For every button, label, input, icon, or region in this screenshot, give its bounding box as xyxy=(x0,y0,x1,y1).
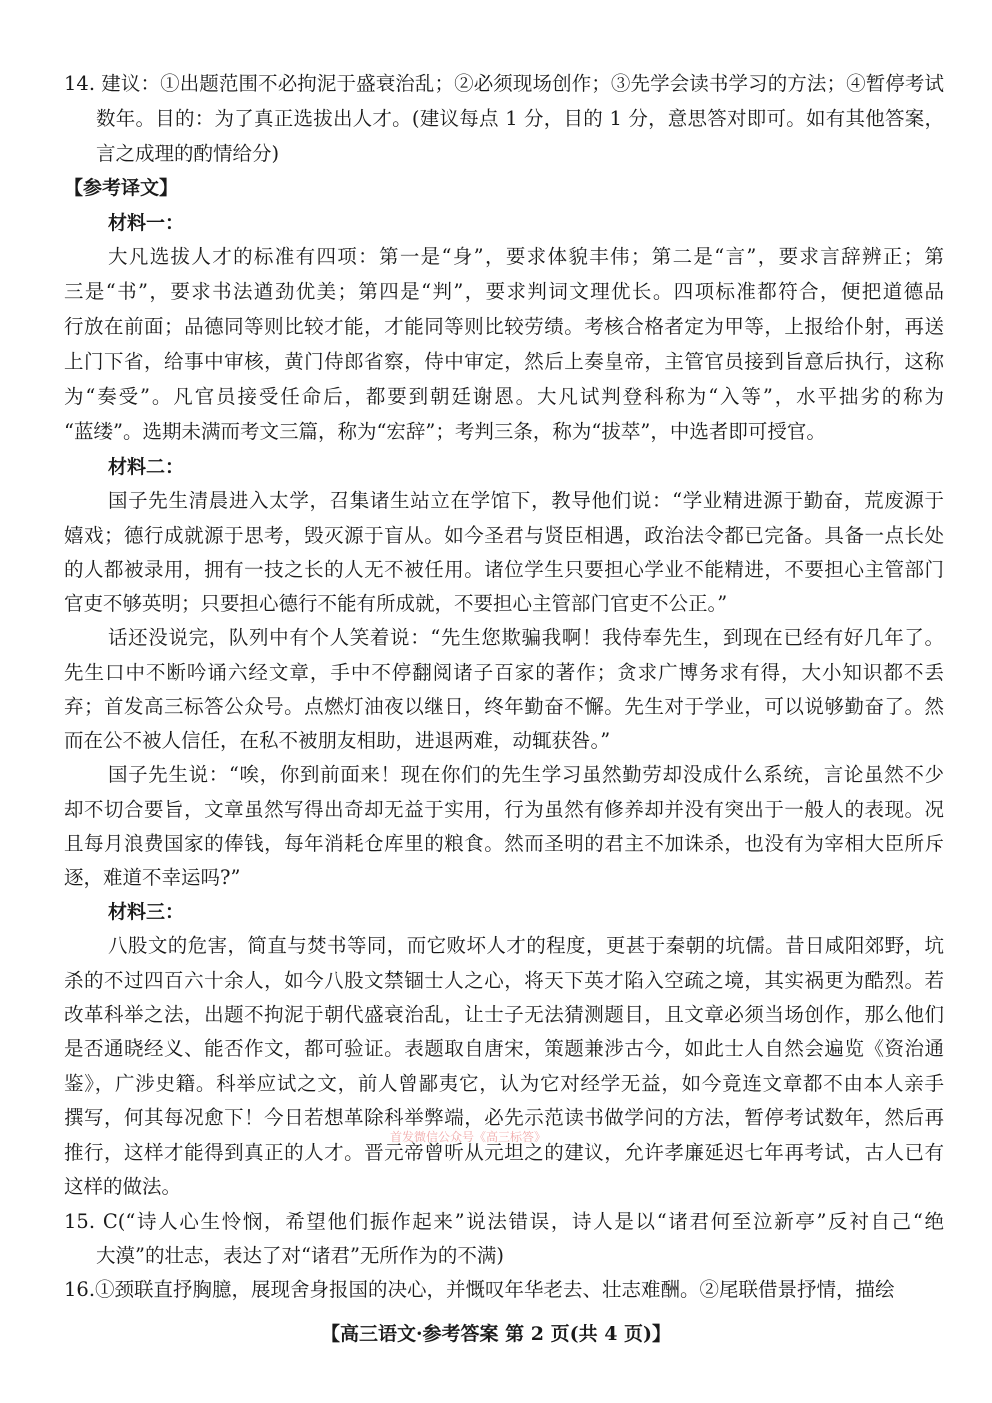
q15-line: 大漠”的壮志，表达了对“诸君”无所作为的不满) xyxy=(96,1244,505,1267)
material-1-line: 三是“书”，要求书法遒劲优美；第四是“判”，要求判词文理优长。四项标准都符合，便把道德品 xyxy=(64,280,944,303)
q16-line: 16.①颈联直抒胸臆，展现舍身报国的决心，并慨叹年华老去、壮志难酬。②尾联借景抒情，描绘 xyxy=(64,1278,895,1301)
material-1-line: 上门下省，给事中审核，黄门侍郎省察，侍中审定，然后上奏皇帝，主管官员接到旨意后执行，这称 xyxy=(64,350,944,373)
page-footer: 【高三语文·参考答案 第 2 页(共 4 页)】 xyxy=(320,1323,672,1345)
q14-line: 言之成理的酌情给分) xyxy=(96,142,280,165)
material-2-line: 官吏不够英明；只要担心德行不能有所成就，不要担心主管部门官吏不公正。” xyxy=(64,592,728,615)
material-2-line: 嬉戏；德行成就源于思考，毁灭源于盲从。如今圣君与贤臣相遇，政治法令都已完备。具备一点长处 xyxy=(64,524,944,547)
material-3-line: 杀的不过四百六十余人，如今八股文禁锢士人之心，将天下英才陷入空疏之境，其实祸更为酷烈。若 xyxy=(64,969,944,992)
q14-line: 14. 建议：①出题范围不必拘泥于盛衰治乱；②必须现场创作；③先学会读书学习的方法；④暂停考试 xyxy=(64,72,944,95)
material-3-line: 撰写，何其每况愈下！今日若想革除科举弊端，必先示范读书做学问的方法，暂停考试数年，然后再 xyxy=(64,1106,944,1129)
q15-line: 15. C(“诗人心生怜悯，希望他们振作起来”说法错误，诗人是以“诸君何至泣新亭”反衬自己“绝 xyxy=(64,1210,944,1233)
material-1-line: 大凡选拔人才的标准有四项：第一是“身”，要求体貌丰伟；第二是“言”，要求言辞辨正；第 xyxy=(108,245,944,268)
material-3-line: 鉴》，广涉史籍。科举应试之文，前人曾鄙夷它，认为它对经学无益，如今竟连文章都不由本人亲手 xyxy=(64,1072,944,1095)
material-2-line: 弃；首发高三标答公众号。点燃灯油夜以继日，终年勤奋不懈。先生对于学业，可以说够勤奋了。然 xyxy=(64,695,944,718)
material-3-line: 推行，这样才能得到真正的人才。晋元帝曾听从元坦之的建议，允许孝廉延迟七年再考试，古人已有 xyxy=(64,1141,944,1164)
material-2-line: 先生口中不断吟诵六经文章，手中不停翻阅诸子百家的著作；贪求广博务求有得，大小知识都不丢 xyxy=(64,661,944,684)
material-3-line: 改革科举之法，出题不拘泥于朝代盛衰治乱，让士子无法猜测题目，且文章必须当场创作，那么他们 xyxy=(64,1003,944,1026)
material-1-line: 行放在前面；品德同等则比较才能，才能同等则比较劳绩。考核合格者定为甲等，上报给仆射，再送 xyxy=(64,315,944,338)
q14-line: 数年。目的：为了真正选拔出人才。(建议每点 1 分，目的 1 分，意思答对即可。如有其他答案， xyxy=(96,107,944,130)
material-2-line: 话还没说完，队列中有个人笑着说：“先生您欺骗我啊！我侍奉先生，到现在已经有好几年了。 xyxy=(108,626,944,649)
material-3-title: 材料三： xyxy=(108,901,185,923)
material-1-line: “蓝缕”。选期未满而考文三篇，称为“宏辞”；考判三条，称为“拔萃”，中选者即可授官。 xyxy=(64,420,826,443)
material-3-line: 这样的做法。 xyxy=(64,1175,182,1198)
material-2-line: 国子先生说：“唉，你到前面来！现在你们的先生学习虽然勤劳却没成什么系统，言论虽然不少 xyxy=(108,763,944,786)
material-3-line: 是否通晓经义、能否作文，都可验证。表题取自唐宋，策题兼涉古今，如此士人自然会遍览《资治通 xyxy=(64,1037,944,1060)
material-2-line: 且每月浪费国家的俸钱，每年消耗仓库里的粮食。然而圣明的君主不加诛杀，也没有为宰相大臣所斥 xyxy=(64,832,944,855)
watermark: 首发微信公众号《高三标答》 xyxy=(390,1130,547,1144)
material-2-line: 的人都被录用，拥有一技之长的人无不被任用。诸位学生只要担心学业不能精进，不要担心主管部门 xyxy=(64,558,944,581)
material-1-title: 材料一： xyxy=(108,212,185,234)
material-2-line: 逐，难道不幸运吗?” xyxy=(64,866,241,889)
material-3-line: 八股文的危害，简直与焚书等同，而它败坏人才的程度，更甚于秦朝的坑儒。昔日咸阳郊野，坑 xyxy=(108,934,944,957)
material-2-title: 材料二： xyxy=(108,456,185,478)
material-2-line: 而在公不被人信任，在私不被朋友相助，进退两难，动辄获咎。” xyxy=(64,729,611,752)
material-2-line: 国子先生清晨进入太学，召集诸生站立在学馆下，教导他们说：“学业精进源于勤奋，荒废源于 xyxy=(108,489,944,512)
translation-heading: 【参考译文】 xyxy=(64,177,179,199)
material-2-line: 却不切合要旨，文章虽然写得出奇却无益于实用，行为虽然有修养却并没有突出于一般人的表现。况 xyxy=(64,798,944,821)
material-1-line: 为“奏受”。凡官员接受任命后，都要到朝廷谢恩。大凡试判登科称为“入等”，水平拙劣的称为 xyxy=(64,385,944,408)
